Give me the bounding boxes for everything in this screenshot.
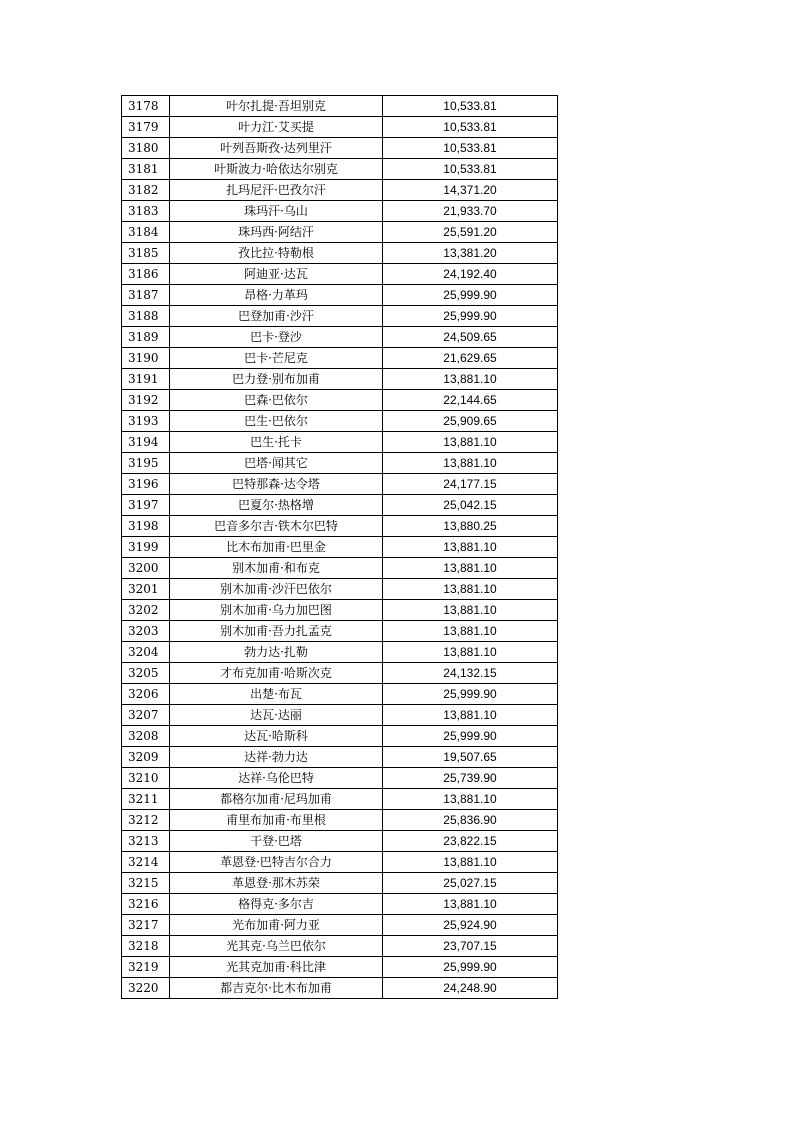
row-name-cell: 巴登加甫·沙汗	[170, 306, 383, 327]
table-row	[122, 516, 558, 537]
row-id-cell: 3218	[122, 936, 170, 957]
row-amount-cell: 13,881.10	[383, 558, 558, 579]
row-name-cell: 扎玛尼汗·巴孜尔汗	[170, 180, 383, 201]
row-id-cell: 3188	[122, 306, 170, 327]
row-amount-cell: 10,533.81	[383, 159, 558, 180]
table-row	[122, 936, 558, 957]
table-row	[122, 789, 558, 810]
table-row	[122, 726, 558, 747]
row-name-cell: 巴生·托卡	[170, 432, 383, 453]
row-id-cell: 3186	[122, 264, 170, 285]
table-row	[122, 369, 558, 390]
row-amount-cell: 10,533.81	[383, 96, 558, 117]
table-row	[122, 453, 558, 474]
data-table	[121, 95, 558, 999]
table-row	[122, 663, 558, 684]
row-id-cell: 3184	[122, 222, 170, 243]
row-amount-cell: 25,739.90	[383, 768, 558, 789]
row-name-cell: 都格尔加甫·尼玛加甫	[170, 789, 383, 810]
row-amount-cell: 13,881.10	[383, 894, 558, 915]
table-row	[122, 159, 558, 180]
row-amount-cell: 13,881.10	[383, 642, 558, 663]
table-row	[122, 180, 558, 201]
row-name-cell: 叶列吾斯孜·达列里汗	[170, 138, 383, 159]
table-row	[122, 831, 558, 852]
row-id-cell: 3208	[122, 726, 170, 747]
row-name-cell: 干登·巴塔	[170, 831, 383, 852]
row-id-cell: 3215	[122, 873, 170, 894]
table-row	[122, 894, 558, 915]
table-row	[122, 117, 558, 138]
table-row	[122, 243, 558, 264]
row-name-cell: 巴特那森·达令塔	[170, 474, 383, 495]
table-row	[122, 957, 558, 978]
row-amount-cell: 25,909.65	[383, 411, 558, 432]
row-amount-cell: 25,999.90	[383, 726, 558, 747]
row-id-cell: 3202	[122, 600, 170, 621]
row-amount-cell: 22,144.65	[383, 390, 558, 411]
row-name-cell: 昂格·力革玛	[170, 285, 383, 306]
row-amount-cell: 13,881.10	[383, 432, 558, 453]
row-name-cell: 都吉克尔·比木布加甫	[170, 978, 383, 999]
table-row	[122, 96, 558, 117]
table-body	[122, 96, 558, 999]
row-amount-cell: 13,881.10	[383, 600, 558, 621]
table-row	[122, 747, 558, 768]
row-name-cell: 光其克·乌兰巴依尔	[170, 936, 383, 957]
row-amount-cell: 25,042.15	[383, 495, 558, 516]
row-name-cell: 达祥·勃力达	[170, 747, 383, 768]
row-name-cell: 达瓦·达丽	[170, 705, 383, 726]
table-row	[122, 705, 558, 726]
row-id-cell: 3203	[122, 621, 170, 642]
row-amount-cell: 25,999.90	[383, 684, 558, 705]
row-id-cell: 3207	[122, 705, 170, 726]
row-id-cell: 3210	[122, 768, 170, 789]
row-id-cell: 3211	[122, 789, 170, 810]
row-name-cell: 别木加甫·和布克	[170, 558, 383, 579]
row-name-cell: 巴力登·别布加甫	[170, 369, 383, 390]
row-amount-cell: 23,707.15	[383, 936, 558, 957]
row-id-cell: 3182	[122, 180, 170, 201]
row-id-cell: 3206	[122, 684, 170, 705]
row-amount-cell: 25,924.90	[383, 915, 558, 936]
table-row	[122, 201, 558, 222]
table-row	[122, 495, 558, 516]
row-name-cell: 别木加甫·乌力加巴图	[170, 600, 383, 621]
row-name-cell: 别木加甫·吾力扎孟克	[170, 621, 383, 642]
row-name-cell: 革恩登·巴特吉尔合力	[170, 852, 383, 873]
table-row	[122, 978, 558, 999]
table-row	[122, 810, 558, 831]
row-id-cell: 3220	[122, 978, 170, 999]
row-amount-cell: 13,881.10	[383, 705, 558, 726]
table-row	[122, 264, 558, 285]
row-amount-cell: 25,591.20	[383, 222, 558, 243]
row-amount-cell: 13,881.10	[383, 537, 558, 558]
table-row	[122, 138, 558, 159]
row-name-cell: 勃力达·扎勒	[170, 642, 383, 663]
row-name-cell: 光布加甫·阿力亚	[170, 915, 383, 936]
row-id-cell: 3216	[122, 894, 170, 915]
table-row	[122, 768, 558, 789]
row-name-cell: 巴森·巴依尔	[170, 390, 383, 411]
row-amount-cell: 21,629.65	[383, 348, 558, 369]
row-amount-cell: 23,822.15	[383, 831, 558, 852]
row-id-cell: 3205	[122, 663, 170, 684]
row-amount-cell: 10,533.81	[383, 117, 558, 138]
table-row	[122, 642, 558, 663]
row-id-cell: 3191	[122, 369, 170, 390]
row-amount-cell: 24,132.15	[383, 663, 558, 684]
row-id-cell: 3187	[122, 285, 170, 306]
table-row	[122, 915, 558, 936]
table-row	[122, 222, 558, 243]
row-id-cell: 3209	[122, 747, 170, 768]
table-row	[122, 873, 558, 894]
row-amount-cell: 13,881.10	[383, 789, 558, 810]
row-name-cell: 别木加甫·沙汗巴依尔	[170, 579, 383, 600]
row-id-cell: 3193	[122, 411, 170, 432]
row-name-cell: 巴卡·芒尼克	[170, 348, 383, 369]
table-row	[122, 306, 558, 327]
row-name-cell: 叶力江·艾买提	[170, 117, 383, 138]
table-row	[122, 852, 558, 873]
row-name-cell: 达瓦·哈斯科	[170, 726, 383, 747]
row-amount-cell: 25,999.90	[383, 957, 558, 978]
row-id-cell: 3213	[122, 831, 170, 852]
table-row	[122, 432, 558, 453]
row-amount-cell: 25,027.15	[383, 873, 558, 894]
row-amount-cell: 13,881.10	[383, 579, 558, 600]
row-amount-cell: 14,371.20	[383, 180, 558, 201]
row-name-cell: 巴塔·闻其它	[170, 453, 383, 474]
row-amount-cell: 13,881.10	[383, 852, 558, 873]
row-name-cell: 叶斯波力·哈依达尔别克	[170, 159, 383, 180]
row-amount-cell: 19,507.65	[383, 747, 558, 768]
row-name-cell: 甫里布加甫·布里根	[170, 810, 383, 831]
row-name-cell: 比木布加甫·巴里金	[170, 537, 383, 558]
row-id-cell: 3212	[122, 810, 170, 831]
table-row	[122, 348, 558, 369]
table-row	[122, 411, 558, 432]
row-name-cell: 巴卡·登沙	[170, 327, 383, 348]
row-id-cell: 3178	[122, 96, 170, 117]
row-name-cell: 出楚·布瓦	[170, 684, 383, 705]
table-row	[122, 558, 558, 579]
row-id-cell: 3190	[122, 348, 170, 369]
row-id-cell: 3192	[122, 390, 170, 411]
row-id-cell: 3201	[122, 579, 170, 600]
row-name-cell: 阿迪亚·达瓦	[170, 264, 383, 285]
row-amount-cell: 13,881.10	[383, 453, 558, 474]
row-amount-cell: 13,881.10	[383, 621, 558, 642]
row-amount-cell: 25,999.90	[383, 285, 558, 306]
row-amount-cell: 13,381.20	[383, 243, 558, 264]
row-id-cell: 3214	[122, 852, 170, 873]
table-row	[122, 474, 558, 495]
row-amount-cell: 25,836.90	[383, 810, 558, 831]
row-name-cell: 巴生·巴依尔	[170, 411, 383, 432]
row-amount-cell: 24,177.15	[383, 474, 558, 495]
row-amount-cell: 24,192.40	[383, 264, 558, 285]
table-row	[122, 390, 558, 411]
row-amount-cell: 21,933.70	[383, 201, 558, 222]
row-name-cell: 珠玛西·阿结汗	[170, 222, 383, 243]
row-id-cell: 3180	[122, 138, 170, 159]
table-row	[122, 285, 558, 306]
row-amount-cell: 24,509.65	[383, 327, 558, 348]
row-id-cell: 3195	[122, 453, 170, 474]
row-amount-cell: 25,999.90	[383, 306, 558, 327]
row-id-cell: 3217	[122, 915, 170, 936]
row-name-cell: 叶尔扎提·吾坦别克	[170, 96, 383, 117]
row-id-cell: 3197	[122, 495, 170, 516]
row-name-cell: 达祥·乌伦巴特	[170, 768, 383, 789]
row-id-cell: 3200	[122, 558, 170, 579]
row-name-cell: 革恩登·那木苏荣	[170, 873, 383, 894]
row-id-cell: 3219	[122, 957, 170, 978]
row-id-cell: 3196	[122, 474, 170, 495]
row-name-cell: 巴音多尔吉·铁木尔巴特	[170, 516, 383, 537]
row-id-cell: 3181	[122, 159, 170, 180]
row-name-cell: 光其克加甫·科比津	[170, 957, 383, 978]
row-amount-cell: 13,881.10	[383, 369, 558, 390]
row-id-cell: 3199	[122, 537, 170, 558]
row-id-cell: 3179	[122, 117, 170, 138]
row-name-cell: 孜比拉·特勒根	[170, 243, 383, 264]
row-id-cell: 3185	[122, 243, 170, 264]
table-row	[122, 579, 558, 600]
row-id-cell: 3194	[122, 432, 170, 453]
row-amount-cell: 24,248.90	[383, 978, 558, 999]
row-id-cell: 3204	[122, 642, 170, 663]
row-id-cell: 3183	[122, 201, 170, 222]
row-amount-cell: 10,533.81	[383, 138, 558, 159]
table-row	[122, 537, 558, 558]
row-amount-cell: 13,880.25	[383, 516, 558, 537]
row-name-cell: 格得克·多尔吉	[170, 894, 383, 915]
table-row	[122, 327, 558, 348]
row-name-cell: 珠玛汗·乌山	[170, 201, 383, 222]
table-row	[122, 684, 558, 705]
row-id-cell: 3189	[122, 327, 170, 348]
row-id-cell: 3198	[122, 516, 170, 537]
table-row	[122, 621, 558, 642]
row-name-cell: 巴夏尔·热格增	[170, 495, 383, 516]
row-name-cell: 才布克加甫·哈斯次克	[170, 663, 383, 684]
table-row	[122, 600, 558, 621]
